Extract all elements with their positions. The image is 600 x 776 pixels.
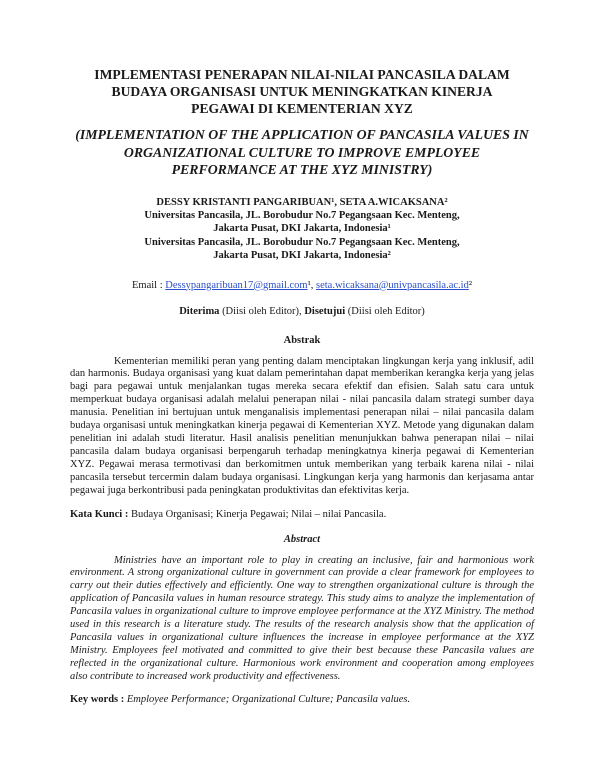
received-value: (Diisi oleh Editor),: [219, 305, 305, 317]
affiliation-1-line-1: Universitas Pancasila, JL. Borobudur No.7 Pegangsaan Kec. Menteng,: [144, 209, 460, 221]
key-words-label: Key words :: [70, 693, 125, 705]
email-line: [70, 279, 534, 292]
approved-value: (Diisi oleh Editor): [345, 305, 425, 317]
paper-title-indonesian: IMPLEMENTASI PENERAPAN NILAI-NILAI PANCASILA DALAM BUDAYA ORGANISASI UNTUK MENINGKATKAN KINERJA PEGAWAI DI KEMENTERIAN XYZ: [94, 67, 510, 116]
email-separator: ,: [310, 279, 317, 291]
author-block: [70, 196, 534, 263]
key-words: [70, 693, 534, 706]
kata-kunci: [70, 508, 534, 521]
key-words-values: Employee Performance; Organizational Culture; Pancasila values.: [124, 693, 411, 705]
received-label: Diterima: [179, 305, 220, 317]
affiliation-2-line-1: Universitas Pancasila, JL. Borobudur No.7 Pegangsaan Kec. Menteng,: [144, 236, 460, 248]
submission-dates: [70, 305, 534, 318]
paper-title-english: (IMPLEMENTATION OF THE APPLICATION OF PANCASILA VALUES IN ORGANIZATIONAL CULTURE TO IMPROVE EMPLOYEE PERFORMANCE AT THE XYZ MINISTRY): [75, 127, 529, 177]
affiliation-1-line-2: Jakarta Pusat, DKI Jakarta, Indonesia¹: [213, 223, 391, 235]
abstract-body: Ministries have an important role to play in creating an inclusive, fair and harmonious work environment. A strong organizational culture in government can provide a clear framework for employees to carry out their duties effectively and efficiently. One way to strengthen organizational culture is through the application of Pancasila values in human resource strategy. This study aims to analyze the implementation of Pancasila values in organizational culture to improve employee performance at the XYZ Ministry. The method used in this research is a literature study. The results of the research analysis show that the application of Pancasila values in organizational culture influences the increase in employee performance at the XYZ Ministry. Employees feel motivated and committed to give their best because these Pancasila values are reflected in the organizational culture. Harmonious work environment and cooperation among employees also contribute to increased work productivity and effectiveness.: [70, 554, 534, 682]
author-names: DESSY KRISTANTI PANGARIBUAN¹, SETA A.WICAKSANA²: [156, 196, 448, 208]
email-link-1[interactable]: Dessypangaribuan17@gmail.com: [165, 279, 308, 291]
approved-label: Disetujui: [304, 305, 346, 317]
email-sup-1: ¹: [307, 279, 311, 291]
kata-kunci-label: Kata Kunci :: [70, 508, 129, 520]
affiliation-2-line-2: Jakarta Pusat, DKI Jakarta, Indonesia²: [213, 250, 391, 262]
kata-kunci-values: Budaya Organisasi; Kinerja Pegawai; Nilai – nilai Pancasila.: [128, 508, 387, 520]
email-label: Email :: [132, 279, 166, 291]
abstract-heading: Abstract: [283, 533, 321, 545]
email-sup-2: ²: [468, 279, 472, 291]
abstrak-body: Kementerian memiliki peran yang penting dalam menciptakan lingkungan kerja yang inklusif, adil dan harmonis. Budaya organisasi yang kuat dalam pemerintahan dapat memberikan kerangka kerja yang jelas bagi para pegawai untuk menjalankan tugas mereka secara efektif dan efisien. Salah satu cara untuk memperkuat budaya organisasi adalah melalui penerapan nilai - nilai pancasila dalam strategi sumber daya manusia. Penelitian ini bertujuan untuk menganalisis implementasi penerapan nilai – nilai pancasila dalam budaya organisasi untuk meningkatkan kinerja pegawai di Kementerian XYZ. Metode yang digunakan dalam penelitian ini adalah studi literatur. Hasil analisis penelitian menunjukkan bahwa penerapan nilai – nilai pancasila dalam budaya organisasi berpengaruh terhadap meningkatnya kinerja pegawai di Kementerian XYZ. Pegawai merasa termotivasi dan berkomitmen untuk memberikan yang terbaik karena nilai - nilai pancasila tersebut tercermin dalam budaya organisasi. Lingkungan kerja yang harmonis dan kerjasama antar pegawai juga berkontribusi pada peningkatan produktivitas dan efektivitas kerja.: [70, 355, 534, 496]
abstrak-heading: Abstrak: [283, 334, 321, 346]
email-link-2[interactable]: seta.wicaksana@univpancasila.ac.id: [316, 279, 469, 291]
